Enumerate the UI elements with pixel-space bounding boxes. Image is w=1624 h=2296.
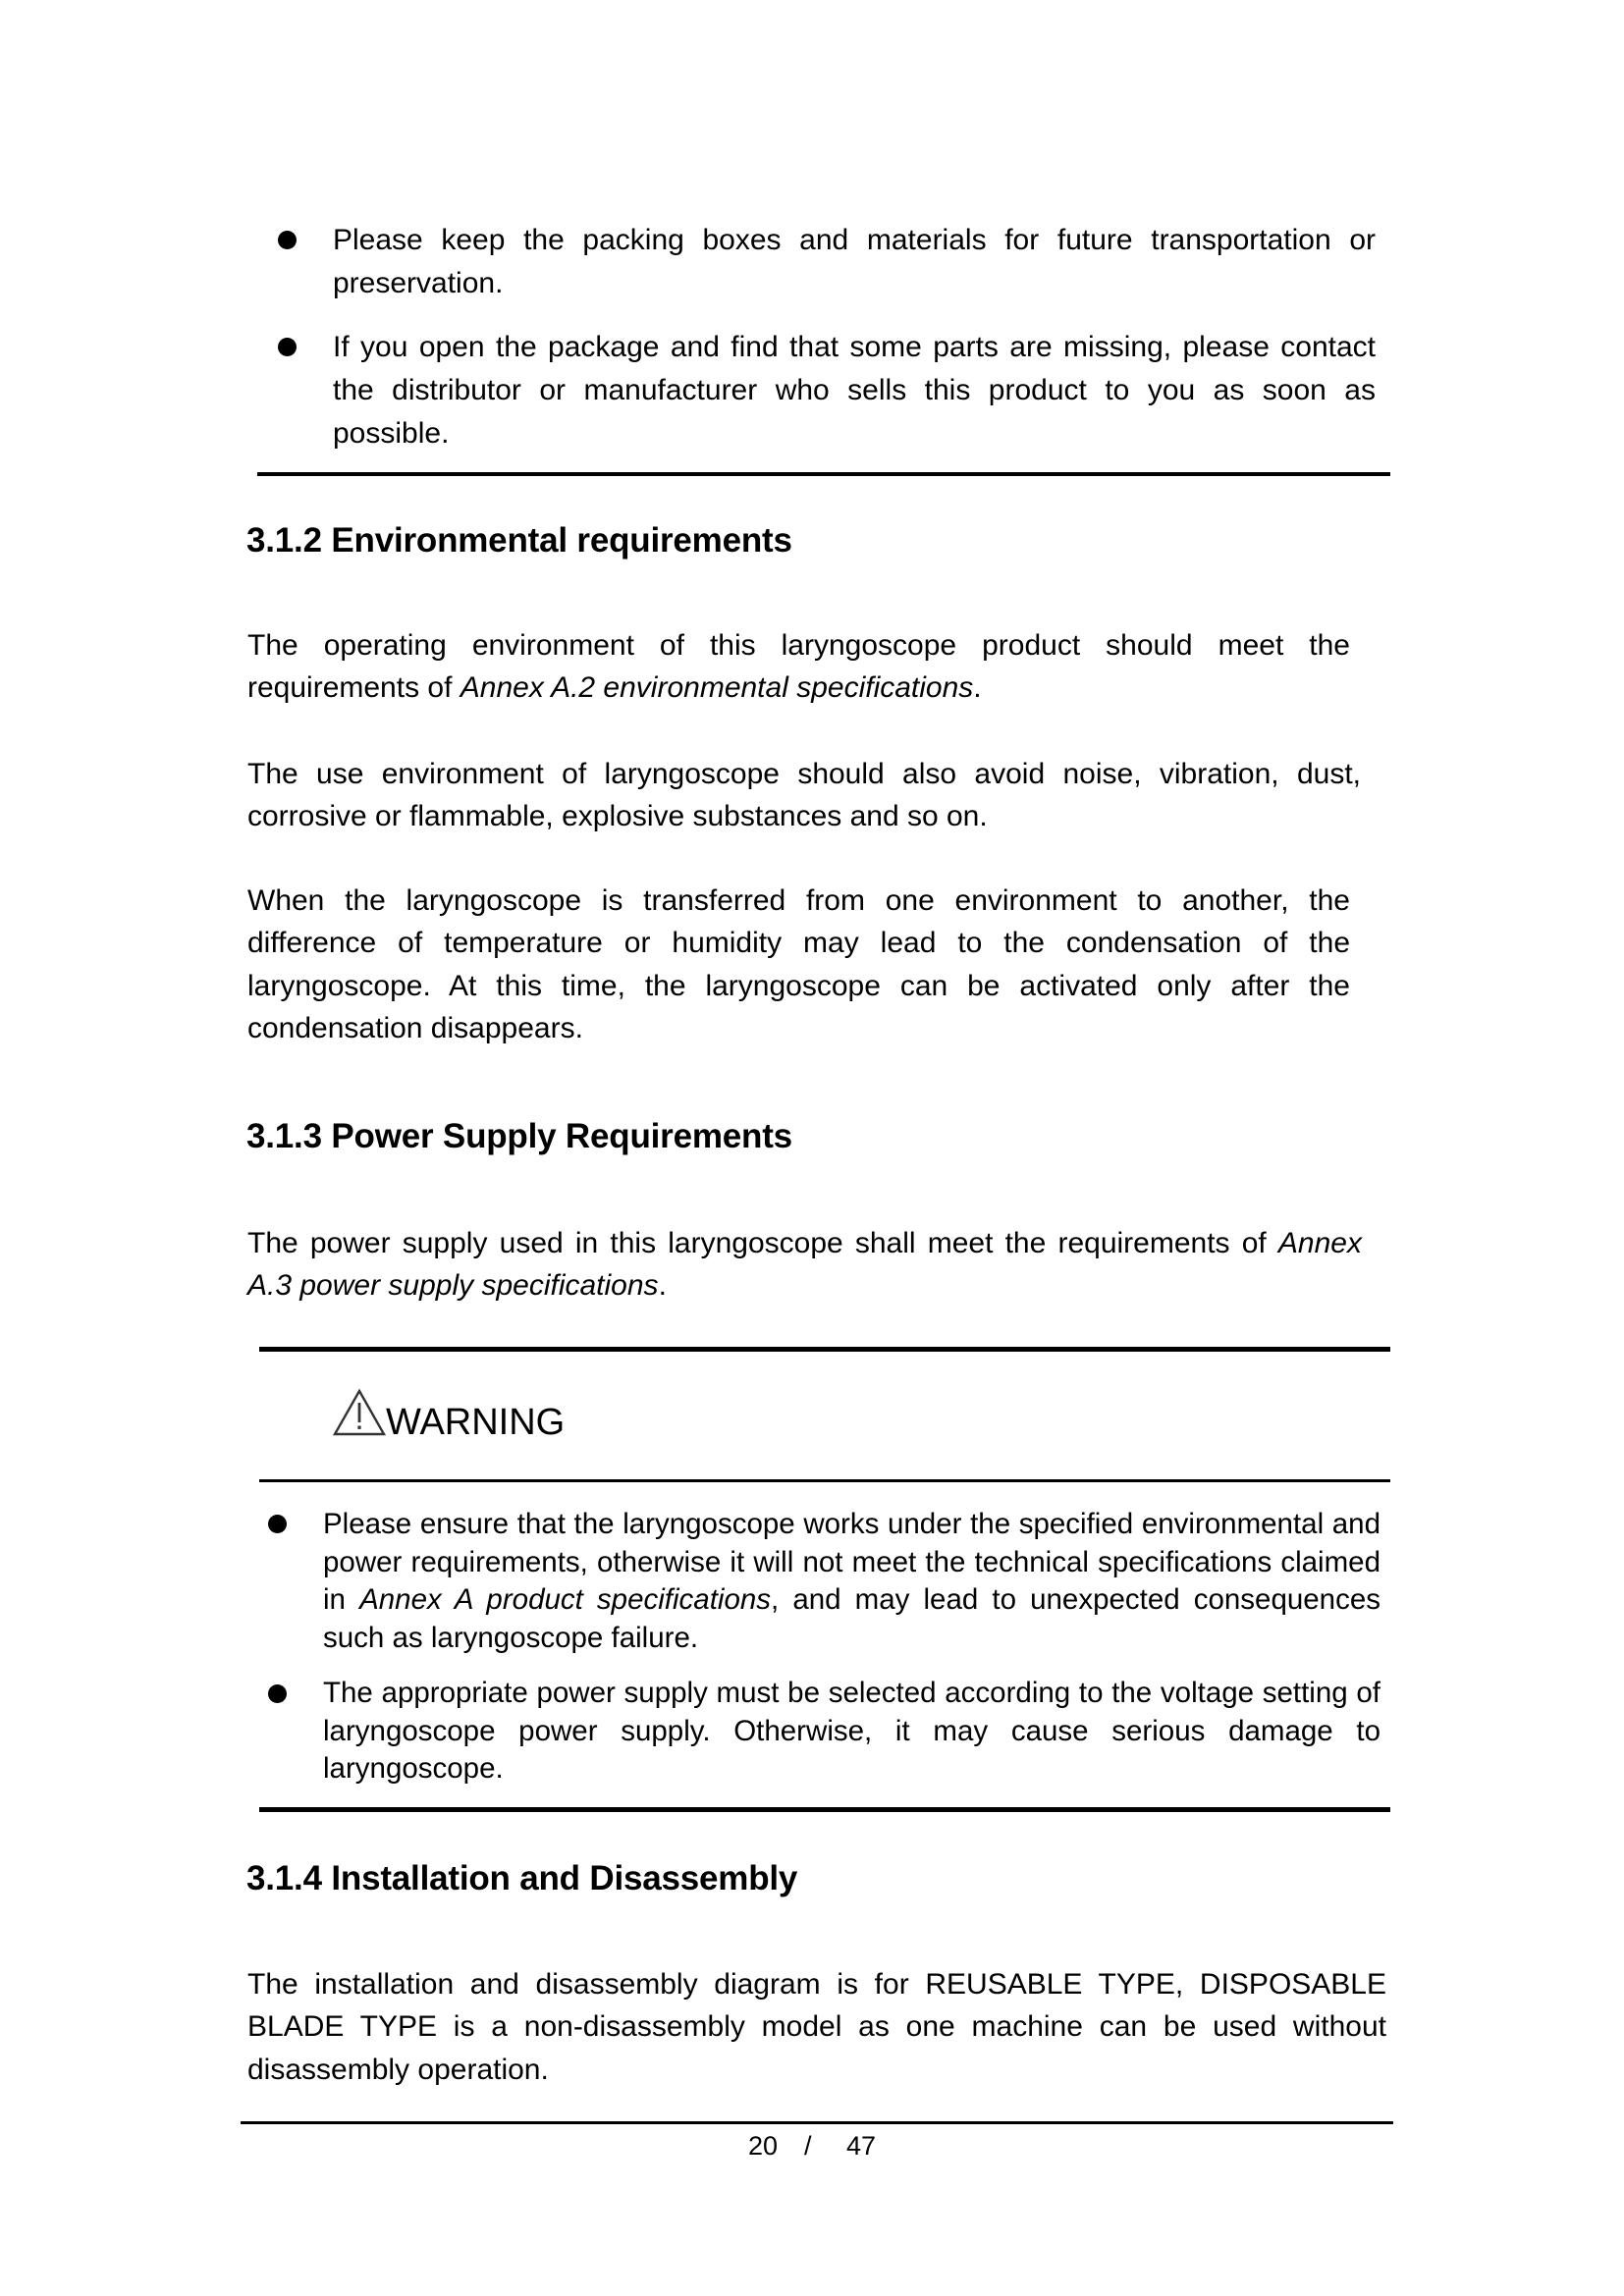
bullet-item: If you open the package and find that some parts are missing, please contact the distributor or manufacturer who sells this product to you as soon as possible. bbox=[333, 331, 1376, 450]
paragraph-text: . bbox=[973, 671, 982, 705]
annex-reference: Annex A.3 power supply specifications bbox=[247, 1227, 1362, 1303]
paragraph-environment-annex bbox=[247, 624, 1350, 710]
warning-title: WARNING bbox=[386, 1402, 566, 1443]
warning-text: Please ensure that the laryngoscope works under the specified environmental and power requirements, otherwise it will not meet the technical specifications claimed in bbox=[323, 1508, 1380, 1616]
paragraph-text: The operating environment of this laryngoscope product should meet the requirements of bbox=[247, 629, 1350, 705]
annex-reference: Annex A product specifications bbox=[359, 1583, 772, 1616]
paragraph-power-supply bbox=[247, 1222, 1362, 1308]
paragraph-text: The power supply used in this laryngoscope shall meet the requirements of bbox=[247, 1227, 1278, 1259]
page-separator: / bbox=[804, 2131, 812, 2161]
page-current: 20 bbox=[748, 2131, 779, 2161]
paragraph-environment-avoid: The use environment of laryngoscope should also avoid noise, vibration, dust, corrosive or flammable, explosive substances and so on. bbox=[247, 758, 1361, 833]
section-divider bbox=[257, 472, 1390, 476]
paragraph-condensation: When the laryngoscope is transferred from one environment to another, the difference of temperature or humidity may lead to the condensation of the laryngoscope. At this time, the laryngoscope can be activated only after the condensation disappears. bbox=[247, 884, 1350, 1044]
warning-text: The appropriate power supply must be selected according to the voltage setting of laryngoscope power supply. Otherwise, it may cause serious damage to laryngoscope. bbox=[323, 1677, 1380, 1785]
section-heading-3-1-3: 3.1.3 Power Supply Requirements bbox=[246, 1117, 792, 1155]
warning-title-rule bbox=[259, 1479, 1390, 1482]
footer-rule bbox=[241, 2121, 1393, 2124]
paragraph-text: . bbox=[658, 1269, 667, 1303]
warning-bullet-item bbox=[323, 1675, 1380, 1789]
warning-bullet-item bbox=[323, 1506, 1380, 1657]
bullet-dot-icon bbox=[268, 1515, 287, 1533]
paragraph-installation: The installation and disassembly diagram is for REUSABLE TYPE, DISPOSABLE BLADE TYPE is a non-disassembly model as one machine can be used without disassembly operation. bbox=[247, 1968, 1386, 2086]
section-heading-3-1-2: 3.1.2 Environmental requirements bbox=[246, 521, 792, 560]
warning-triangle-icon bbox=[332, 1388, 387, 1437]
bullet-dot-icon bbox=[268, 1684, 287, 1703]
bullet-dot-icon bbox=[278, 338, 297, 356]
section-heading-3-1-4: 3.1.4 Installation and Disassembly bbox=[246, 1859, 798, 1897]
warning-top-rule bbox=[259, 1347, 1390, 1352]
warning-text: , and may lead to unexpected consequences such as laryngoscope failure. bbox=[323, 1583, 1380, 1654]
page-total: 47 bbox=[846, 2131, 877, 2161]
bullet-dot-icon bbox=[278, 231, 297, 249]
bullet-item: Please keep the packing boxes and materials for future transportation or preservation. bbox=[333, 224, 1376, 299]
annex-reference: Annex A.2 environmental specifications bbox=[460, 671, 974, 705]
warning-bottom-rule bbox=[259, 1807, 1390, 1812]
